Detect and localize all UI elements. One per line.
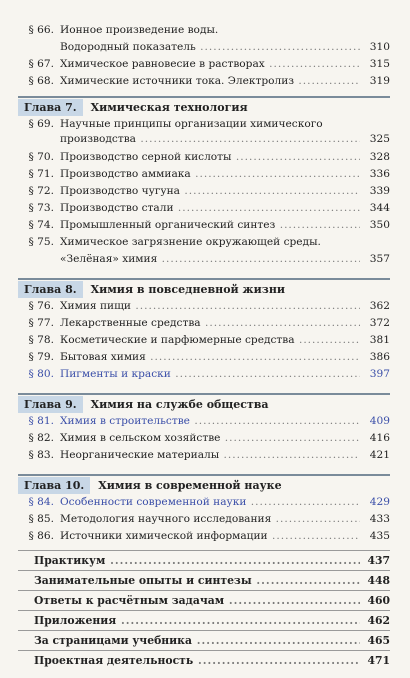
toc-item[interactable] — [18, 219, 390, 232]
item-page: 421 — [369, 449, 390, 461]
item-page: 350 — [369, 219, 390, 231]
section-link[interactable] — [18, 594, 390, 607]
item-number: § 75. — [28, 236, 54, 248]
item-number: § 71. — [28, 168, 54, 180]
item-number: § 85. — [28, 513, 54, 525]
item-number: § 84. — [28, 496, 54, 508]
item-number: § 80. — [28, 368, 54, 380]
section-link[interactable] — [18, 654, 390, 667]
divider — [18, 630, 390, 631]
item-number: § 79. — [28, 351, 54, 363]
item-page: 325 — [369, 133, 390, 145]
item-title: Производство серной кислоты ..... — [60, 151, 360, 164]
item-title: Химия пищи ..... — [60, 300, 360, 313]
item-title: Бытовая химия ..... — [60, 351, 360, 364]
item-number: § 78. — [28, 334, 54, 346]
section-page: 471 — [367, 654, 390, 667]
toc-item[interactable] — [18, 151, 390, 164]
item-title: Ионное произведение воды. — [60, 24, 219, 36]
chapter-label: Глава 7. — [18, 99, 83, 116]
item-page: 344 — [369, 202, 390, 214]
toc-item[interactable] — [18, 75, 390, 88]
toc-item-highlighted[interactable] — [18, 496, 390, 509]
item-page: 435 — [369, 530, 390, 542]
section-page: 448 — [367, 574, 390, 587]
item-page: 319 — [369, 75, 390, 87]
item-page: 397 — [369, 368, 390, 380]
section-title: Занимательные опыты и синтезы ..... — [18, 574, 360, 587]
item-page: 386 — [369, 351, 390, 363]
item-title: Лекарственные средства ..... — [60, 317, 360, 330]
toc-item-highlighted[interactable] — [18, 368, 390, 381]
item-title: Химическое равновесие в растворах ..... — [60, 58, 360, 71]
toc-item[interactable] — [18, 236, 390, 249]
toc-item[interactable] — [18, 449, 390, 462]
item-title: Источники химической информации ..... — [60, 530, 360, 543]
toc-item-cont[interactable] — [18, 133, 390, 146]
chapter-header[interactable] — [18, 96, 390, 116]
chapter-title: Химия в современной науке — [98, 478, 282, 492]
section-title: Практикум ..... — [18, 554, 360, 567]
toc-item[interactable] — [18, 530, 390, 543]
section-link[interactable] — [18, 634, 390, 647]
toc-item[interactable] — [18, 317, 390, 330]
item-number: § 76. — [28, 300, 54, 312]
item-page: 433 — [369, 513, 390, 525]
item-number: § 74. — [28, 219, 54, 231]
section-page: 437 — [367, 554, 390, 567]
item-number: § 82. — [28, 432, 54, 444]
toc-item[interactable] — [18, 300, 390, 313]
item-title: Производство стали ..... — [60, 202, 360, 215]
section-title: Приложения ..... — [18, 614, 360, 627]
item-title: Методология научного исследования ..... — [60, 513, 360, 526]
item-title: Научные принципы организации химического — [60, 118, 323, 130]
divider — [18, 570, 390, 571]
divider — [18, 610, 390, 611]
chapter-label: Глава 9. — [18, 396, 83, 413]
item-page: 339 — [369, 185, 390, 197]
item-number: § 73. — [28, 202, 54, 214]
toc-item[interactable] — [18, 351, 390, 364]
chapter-header[interactable] — [18, 393, 390, 413]
item-number: § 70. — [28, 151, 54, 163]
section-title: Ответы к расчётным задачам ..... — [18, 594, 360, 607]
item-number: § 69. — [28, 118, 54, 130]
divider — [18, 550, 390, 551]
item-title: Пигменты и краски ..... — [60, 368, 360, 381]
item-title: Неорганические материалы ..... — [60, 449, 360, 462]
item-page: 409 — [369, 415, 390, 427]
section-title: За страницами учебника ..... — [18, 634, 360, 647]
item-page: 315 — [369, 58, 390, 70]
section-link[interactable] — [18, 554, 390, 567]
item-title: производства ..... — [60, 133, 360, 146]
item-number: § 83. — [28, 449, 54, 461]
item-number: § 67. — [28, 58, 54, 70]
item-page: 336 — [369, 168, 390, 180]
item-page: 381 — [369, 334, 390, 346]
toc-item[interactable] — [18, 202, 390, 215]
toc-item[interactable] — [18, 334, 390, 347]
item-title: Химические источники тока. Электролиз ..... — [60, 75, 360, 88]
item-title: Производство чугуна ..... — [60, 185, 360, 198]
item-number: § 86. — [28, 530, 54, 542]
section-title: Проектная деятельность ..... — [18, 654, 360, 667]
item-page: 416 — [369, 432, 390, 444]
toc-item[interactable] — [18, 513, 390, 526]
chapter-header[interactable] — [18, 474, 390, 494]
item-page: 328 — [369, 151, 390, 163]
item-page: 429 — [369, 496, 390, 508]
item-title: Особенности современной науки ..... — [60, 496, 360, 509]
chapter-title: Химия в повседневной жизни — [90, 282, 286, 296]
item-title: Косметические и парфюмерные средства ..... — [60, 334, 360, 347]
item-title: Производство аммиака ..... — [60, 168, 360, 181]
item-number: § 72. — [28, 185, 54, 197]
section-link[interactable] — [18, 614, 390, 627]
item-page: 357 — [369, 253, 390, 265]
item-page: 372 — [369, 317, 390, 329]
toc-item-cont[interactable] — [18, 253, 390, 266]
toc-item[interactable] — [18, 185, 390, 198]
item-title: Промышленный органический синтез ..... — [60, 219, 360, 232]
divider — [18, 650, 390, 651]
toc-item[interactable] — [18, 118, 390, 131]
section-page: 460 — [367, 594, 390, 607]
item-page: 362 — [369, 300, 390, 312]
toc-item[interactable] — [18, 58, 390, 71]
chapter-header[interactable] — [18, 278, 390, 298]
chapter-title: Химия на службе общества — [90, 397, 269, 411]
item-page: 310 — [369, 41, 390, 53]
chapter-label: Глава 10. — [18, 477, 90, 494]
section-link[interactable] — [18, 574, 390, 587]
toc-item[interactable] — [18, 168, 390, 181]
divider — [18, 590, 390, 591]
item-title: Химическое загрязнение окружающей среды. — [60, 236, 321, 248]
item-title: Химия в сельском хозяйстве ..... — [60, 432, 360, 445]
item-title: Химия в строительстве ..... — [60, 415, 360, 428]
item-number: § 68. — [28, 75, 54, 87]
toc-item[interactable] — [18, 432, 390, 445]
toc-item-highlighted[interactable] — [18, 415, 390, 428]
section-page: 462 — [367, 614, 390, 627]
section-page: 465 — [367, 634, 390, 647]
item-number: § 77. — [28, 317, 54, 329]
chapter-label: Глава 8. — [18, 281, 83, 298]
chapter-title: Химическая технология — [90, 100, 248, 114]
item-title: Водородный показатель ..... — [60, 41, 360, 54]
item-number: § 66. — [28, 24, 54, 36]
item-title: «Зелёная» химия ..... — [60, 253, 360, 266]
toc-item[interactable] — [18, 24, 390, 37]
toc-item-cont[interactable] — [18, 41, 390, 54]
item-number: § 81. — [28, 415, 54, 427]
